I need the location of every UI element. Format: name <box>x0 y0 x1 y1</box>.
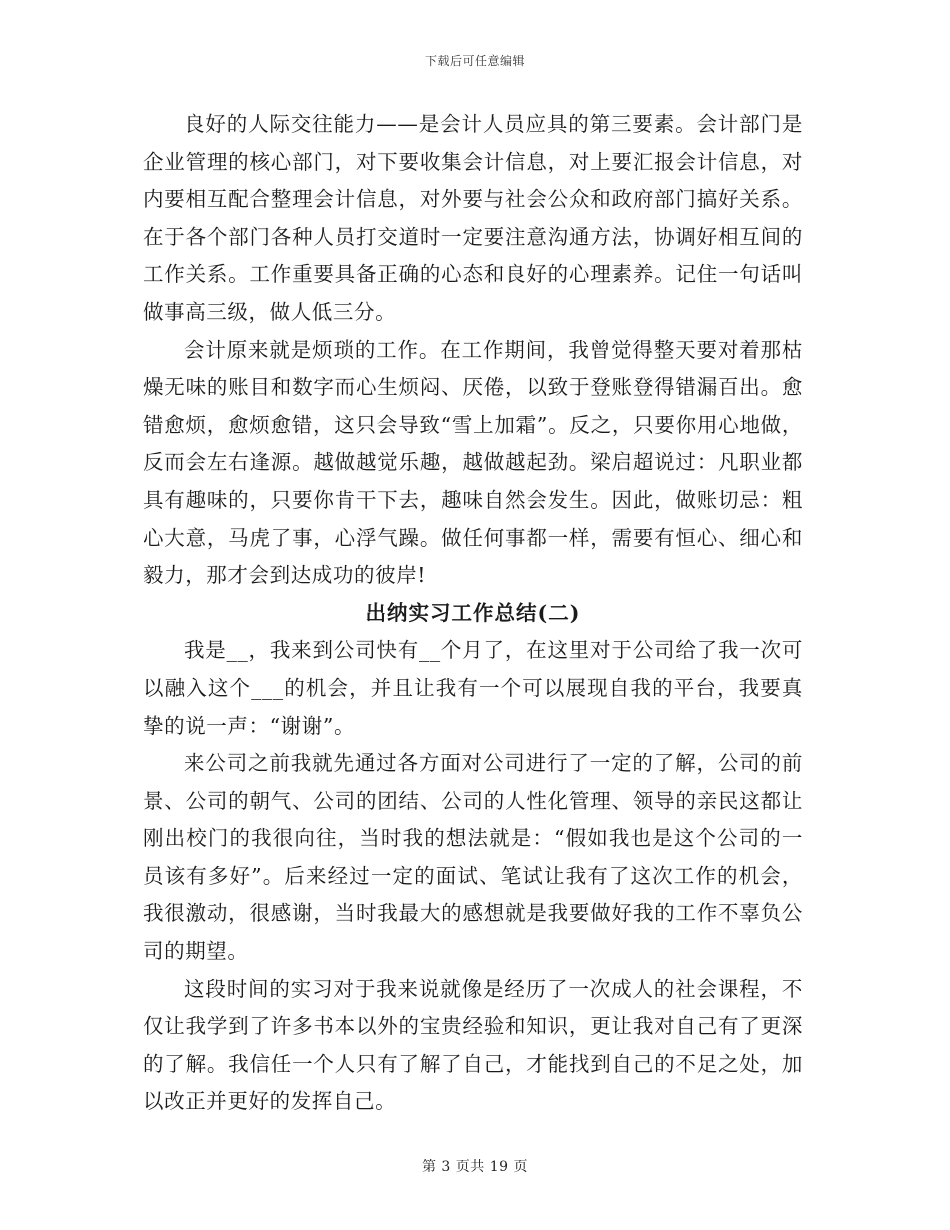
paragraph-before-joining: 来公司之前我就先通过各方面对公司进行了一定的了解，公司的前景、公司的朝气、公司的团结、公司的人性化管理、领导的亲民这都让刚出校门的我很向往，当时我的想法就是：“假如我也是这个公司的一员该有多好”。后来经过一定的面试、笔试让我有了这次工作的机会，我很激动，很感谢，当时我最大的感想就是我要做好我的工作不辜负公司的期望。 <box>143 751 803 964</box>
paragraph-interpersonal-skills: 良好的人际交往能力——是会计人员应具的第三要素。会计部门是企业管理的核心部门，对下要收集会计信息，对上要汇报会计信息，对内要相互配合整理会计信息，对外要与社会公众和政府部门搞好关系。在于各个部门各种人员打交道时一定要注意沟通方法，协调好相互间的工作关系。工作重要具备正确的心态和良好的心理素养。记住一句话叫做事高三级，做人低三分。 <box>143 112 803 324</box>
document-body <box>143 106 803 1121</box>
paragraph-accounting-tedious: 会计原来就是烦琐的工作。在工作期间，我曾觉得整天要对着那枯燥无味的账目和数字而心生烦闷、厌倦，以致于登账登得错漏百出。愈错愈烦，愈烦愈错，这只会导致“雪上加霜”。反之，只要你用心地做，反而会左右逢源。越做越觉乐趣，越做越起劲。梁启超说过：凡职业都具有趣味的，只要你肯干下去，趣味自然会发生。因此，做账切忌：粗心大意，马虎了事，心浮气躁。做任何事都一样，需要有恒心、细心和毅力，那才会到达成功的彼岸! <box>143 337 803 588</box>
page-header: 下载后可任意编辑 <box>424 54 525 68</box>
page-number-footer: 第 3 页共 19 页 <box>421 1159 529 1175</box>
paragraph-introduction: 我是__，我来到公司快有__个月了，在这里对于公司给了我一次可以融入这个___的机会，并且让我有一个可以展现自我的平台，我要真挚的说一声：“谢谢”。 <box>143 638 803 738</box>
paragraph-internship-reflection: 这段时间的实习对于我来说就像是经历了一次成人的社会课程，不仅让我学到了许多书本以外的宝贵经验和知识，更让我对自己有了更深的了解。我信任一个人只有了解了自己，才能找到自己的不足之处，加以改正并更好的发挥自己。 <box>143 976 803 1114</box>
section-title: 出纳实习工作总结(二) <box>365 600 581 625</box>
